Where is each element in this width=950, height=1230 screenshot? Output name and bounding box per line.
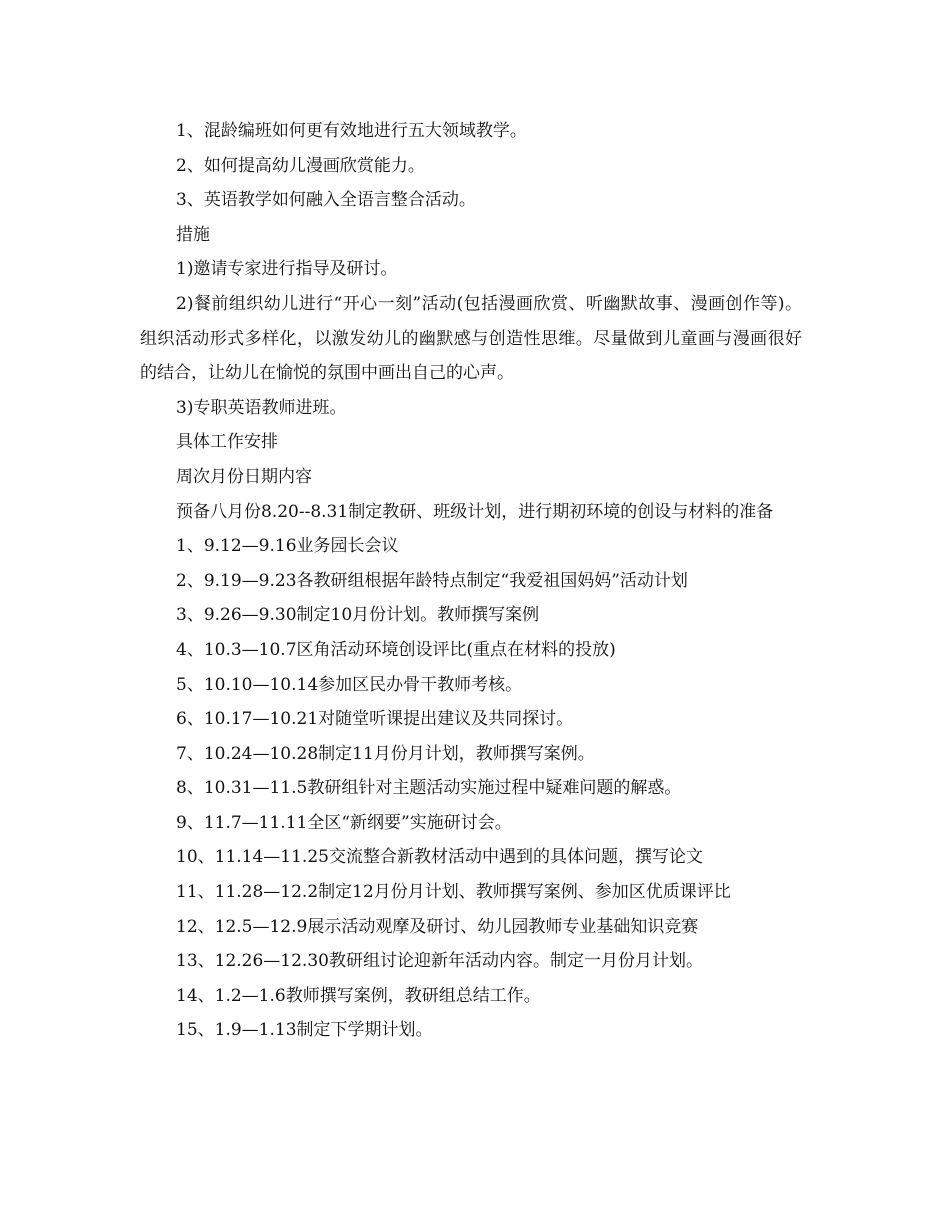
- paragraph-issue-1: 1、混龄编班如何更有效地进行五大领域教学。: [176, 121, 527, 141]
- schedule-item: 13、12.26—12.30教研组讨论迎新年活动内容。制定一月份月计划。: [176, 951, 703, 972]
- schedule-item: 7、10.24—10.28制定11月份月计划，教师撰写案例。: [176, 743, 595, 764]
- paragraph-measure-2: 2)餐前组织幼儿进行“开心一刻”活动(包括漫画欣赏、听幽默故事、漫画创作等)。组织活动形式多样化，以激发幼儿的幽默感与创造性思维。尽量做到儿童画与漫画很好的结合，让幼儿在愉悦的氛围中画出自己的心声。: [140, 293, 802, 384]
- schedule-item: 10、11.14—11.25交流整合新教材活动中遇到的具体问题，撰写论文: [176, 847, 703, 868]
- schedule-item: 9、11.7—11.11全区“新纲要”实施研讨会。: [176, 812, 512, 833]
- schedule-header: 周次月份日期内容: [176, 466, 312, 487]
- paragraph-issue-2: 2、如何提高幼儿漫画欣赏能力。: [176, 155, 425, 176]
- paragraph-measure-3: 3)专职英语教师进班。: [176, 397, 347, 418]
- section-heading-schedule: 具体工作安排: [176, 432, 278, 453]
- schedule-item: 15、1.9—1.13制定下学期计划。: [176, 1020, 433, 1041]
- schedule-item: 5、10.10—10.14参加区民办骨干教师考核。: [176, 674, 523, 695]
- schedule-item: 4、10.3—10.7区角活动环境创设评比(重点在材料的投放): [176, 639, 616, 660]
- paragraph-measure-1: 1)邀请专家进行指导及研讨。: [176, 259, 398, 280]
- schedule-item-prep: 预备八月份8.20--8.31制定教研、班级计划，进行期初环境的创设与材料的准备: [176, 501, 774, 522]
- schedule-item: 14、1.2—1.6教师撰写案例，教研组总结工作。: [176, 985, 541, 1006]
- schedule-item: 6、10.17—10.21对随堂听课提出建议及共同探讨。: [176, 709, 574, 730]
- schedule-item: 2、9.19—9.23各教研组根据年龄特点制定“我爱祖国妈妈”活动计划: [176, 570, 688, 591]
- document-body: [140, 114, 802, 1048]
- schedule-item: 1、9.12—9.16业务园长会议: [176, 536, 399, 557]
- schedule-item: 8、10.31—11.5教研组针对主题活动实施过程中疑难问题的解惑。: [176, 778, 682, 799]
- section-heading-measures: 措施: [176, 224, 210, 245]
- schedule-item: 12、12.5—12.9展示活动观摩及研讨、幼儿园教师专业基础知识竞赛: [176, 916, 699, 937]
- schedule-item: 3、9.26—9.30制定10月份计划。教师撰写案例: [176, 605, 540, 626]
- paragraph-issue-3: 3、英语教学如何融入全语言整合活动。: [176, 190, 476, 211]
- schedule-item: 11、11.28—12.2制定12月份月计划、教师撰写案例、参加区优质课评比: [176, 882, 731, 903]
